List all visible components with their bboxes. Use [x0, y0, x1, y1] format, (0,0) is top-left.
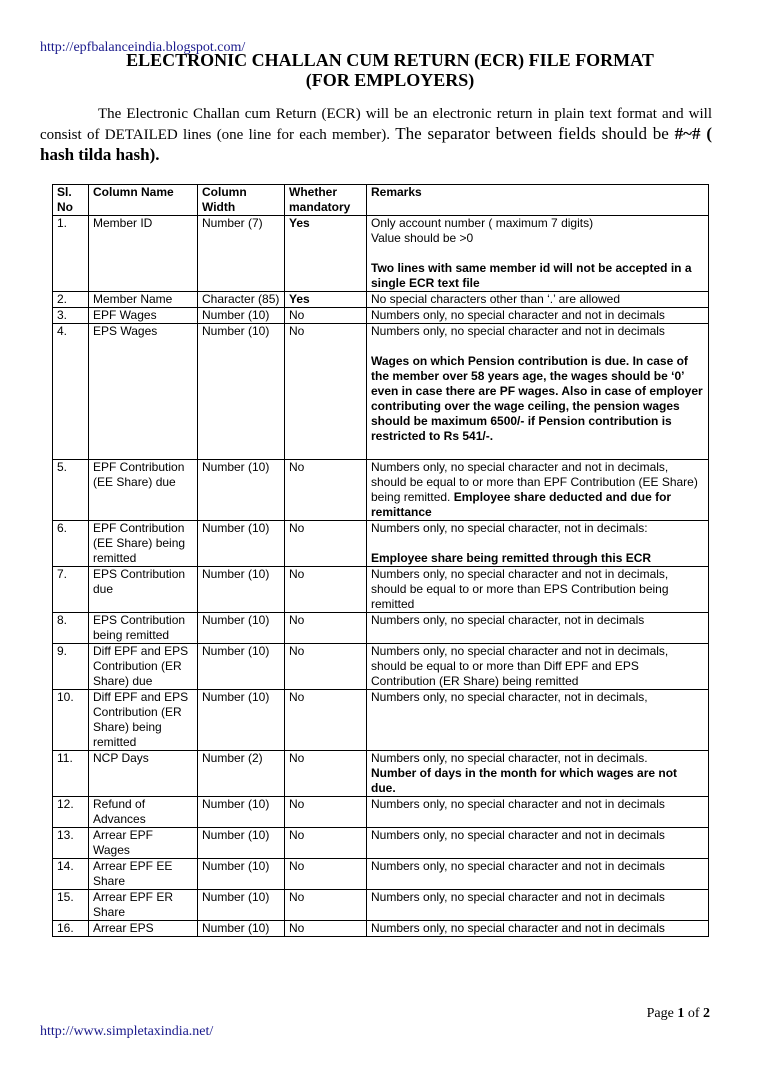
cell-mandatory: No [285, 690, 367, 751]
remark-text: Wages on which Pension contribution is due. In case of the member over 58 years age, the wages should be ‘0’ even in case there are PF wages. Also in case of employer contributing over the wage ceiling, the pension wages should be maximum 6500/- if Pension contribution is restricted to Rs 541/-. [371, 354, 703, 443]
remark-text: Numbers only, no special character and not in decimals [371, 324, 665, 338]
cell-column-name: Refund of Advances [89, 797, 198, 828]
cell-sl-no: 16. [53, 921, 89, 937]
cell-sl-no: 13. [53, 828, 89, 859]
remark-line [371, 216, 704, 231]
cell-column-name: Diff EPF and EPS Contribution (ER Share) due [89, 644, 198, 690]
remark-line [371, 354, 704, 444]
header-column-name: Column Name [89, 185, 198, 216]
remark-text: Numbers only, no special character and not in decimals, should be equal to or more than EPS Contribution being remitted [371, 567, 669, 611]
cell-remarks [367, 644, 709, 690]
remark-line [371, 751, 704, 766]
cell-mandatory: No [285, 460, 367, 521]
cell-remarks [367, 292, 709, 308]
remark-text: Numbers only, no special character, not in decimals, [371, 690, 648, 704]
cell-sl-no: 3. [53, 308, 89, 324]
cell-column-width: Number (10) [198, 460, 285, 521]
remark-line [371, 690, 704, 705]
cell-column-width: Number (10) [198, 859, 285, 890]
cell-column-width: Number (10) [198, 521, 285, 567]
remark-text: Employee share being remitted through this ECR [371, 551, 652, 565]
remark-line [371, 567, 704, 612]
cell-column-width: Number (10) [198, 324, 285, 460]
cell-mandatory: No [285, 859, 367, 890]
cell-remarks [367, 613, 709, 644]
cell-column-width: Number (10) [198, 921, 285, 937]
cell-mandatory: No [285, 521, 367, 567]
remark-text: No special characters other than ‘.’ are allowed [371, 292, 621, 306]
table-body [53, 216, 709, 937]
header-sl-no: Sl. No [53, 185, 89, 216]
page-title [40, 50, 740, 90]
remark-line [371, 797, 704, 812]
remark-text: Numbers only, no special character and not in decimals [371, 828, 665, 842]
remark-line [371, 644, 704, 689]
header-remarks: Remarks [367, 185, 709, 216]
cell-column-width: Number (10) [198, 308, 285, 324]
remark-line [371, 246, 704, 261]
cell-remarks [367, 460, 709, 521]
remark-line [371, 828, 704, 843]
header-url-link[interactable]: http://epfbalanceindia.blogspot.com/ [40, 40, 246, 55]
remark-line [371, 536, 704, 551]
cell-mandatory: Yes [285, 292, 367, 308]
table-row [53, 460, 709, 521]
cell-column-width: Number (10) [198, 690, 285, 751]
remark-text: Numbers only, no special character and not in decimals, should be equal to or more than Diff EPF and EPS Contribution (ER Share) being remitted [371, 644, 669, 688]
cell-column-name: EPF Contribution (EE Share) due [89, 460, 198, 521]
cell-mandatory: No [285, 644, 367, 690]
cell-mandatory: Yes [285, 216, 367, 292]
remark-line [371, 890, 704, 905]
cell-sl-no: 8. [53, 613, 89, 644]
table-row [53, 751, 709, 797]
cell-mandatory: No [285, 567, 367, 613]
remark-line [371, 551, 704, 566]
remark-text: Value should be >0 [371, 231, 474, 245]
page-of: of [684, 1006, 703, 1021]
table-row [53, 292, 709, 308]
cell-mandatory: No [285, 828, 367, 859]
cell-mandatory: No [285, 797, 367, 828]
remark-bold-text: Employee share deducted and due for remittance [371, 490, 672, 519]
cell-column-width: Number (10) [198, 890, 285, 921]
cell-column-name: EPF Contribution (EE Share) being remitted [89, 521, 198, 567]
ecr-format-table [52, 184, 709, 937]
cell-sl-no: 4. [53, 324, 89, 460]
footer-url-link[interactable]: http://www.simpletaxindia.net/ [40, 1024, 214, 1039]
cell-remarks [367, 690, 709, 751]
table-row [53, 644, 709, 690]
remark-text: Numbers only, no special character and not in decimals [371, 797, 665, 811]
cell-remarks [367, 308, 709, 324]
cell-sl-no: 5. [53, 460, 89, 521]
remark-text: Numbers only, no special character and not in decimals [371, 859, 665, 873]
remark-line [371, 859, 704, 874]
cell-sl-no: 2. [53, 292, 89, 308]
remark-text: Numbers only, no special character and not in decimals [371, 921, 665, 935]
cell-remarks [367, 828, 709, 859]
table-header-row [53, 185, 709, 216]
cell-remarks [367, 890, 709, 921]
remark-line [371, 324, 704, 339]
cell-sl-no: 7. [53, 567, 89, 613]
remark-line [371, 766, 704, 796]
remark-text: Numbers only, no special character and not in decimals, should be equal to or more than EPF Contribution (EE Share) being remitted. [371, 460, 698, 504]
cell-remarks [367, 921, 709, 937]
cell-column-name: EPS Contribution due [89, 567, 198, 613]
header-column-width: Column Width [198, 185, 285, 216]
table-header [53, 185, 709, 216]
header-mandatory: Whether mandatory [285, 185, 367, 216]
intro-separator-text: #~# ( hash tilda hash). [40, 124, 712, 164]
cell-column-name: Member Name [89, 292, 198, 308]
cell-remarks [367, 216, 709, 292]
cell-sl-no: 10. [53, 690, 89, 751]
cell-mandatory: No [285, 921, 367, 937]
page-total: 2 [703, 1006, 710, 1021]
table-row [53, 890, 709, 921]
cell-remarks [367, 521, 709, 567]
cell-sl-no: 11. [53, 751, 89, 797]
table-row [53, 828, 709, 859]
cell-remarks [367, 751, 709, 797]
remark-line [371, 339, 704, 354]
cell-column-width: Number (2) [198, 751, 285, 797]
remark-line [371, 613, 704, 628]
intro-text-1: The Electronic Challan cum Return (ECR) will be an electronic return in plain text format and will consist of DETAILED lines (one line for each member). [40, 106, 712, 143]
table-row [53, 324, 709, 460]
table-row [53, 216, 709, 292]
cell-column-name: Arrear EPF ER Share [89, 890, 198, 921]
remark-line [371, 444, 704, 459]
remark-text: Numbers only, no special character and not in decimals [371, 308, 665, 322]
remark-text: Numbers only, no special character, not in decimals. [371, 751, 648, 765]
cell-column-name: EPS Wages [89, 324, 198, 460]
remark-line [371, 231, 704, 246]
cell-sl-no: 1. [53, 216, 89, 292]
cell-column-width: Number (7) [198, 216, 285, 292]
table-row [53, 613, 709, 644]
remark-line [371, 460, 704, 520]
remark-text: Two lines with same member id will not be accepted in a single ECR text file [371, 261, 692, 290]
remark-text: Numbers only, no special character, not in decimals [371, 613, 645, 627]
cell-mandatory: No [285, 890, 367, 921]
cell-column-name: Arrear EPS [89, 921, 198, 937]
table-row [53, 521, 709, 567]
remark-line [371, 921, 704, 936]
cell-remarks [367, 797, 709, 828]
cell-sl-no: 12. [53, 797, 89, 828]
page-number [647, 1006, 710, 1022]
cell-sl-no: 14. [53, 859, 89, 890]
table-row [53, 921, 709, 937]
cell-column-width: Character (85) [198, 292, 285, 308]
cell-remarks [367, 859, 709, 890]
cell-column-name: Member ID [89, 216, 198, 292]
cell-column-width: Number (10) [198, 613, 285, 644]
cell-column-name: NCP Days [89, 751, 198, 797]
page-word: Page [646, 1006, 678, 1021]
table-row [53, 859, 709, 890]
remark-line [371, 292, 704, 307]
table-row [53, 308, 709, 324]
remark-line [371, 261, 704, 291]
cell-column-width: Number (10) [198, 828, 285, 859]
intro-paragraph [40, 104, 712, 166]
page-current: 1 [677, 1006, 685, 1021]
cell-remarks [367, 324, 709, 460]
table-row [53, 690, 709, 751]
cell-sl-no: 15. [53, 890, 89, 921]
title-line-1: ELECTRONIC CHALLAN CUM RETURN (ECR) FILE FORMAT [126, 50, 654, 70]
remark-text: Numbers only, no special character, not in decimals: [371, 521, 648, 535]
cell-sl-no: 9. [53, 644, 89, 690]
remark-text: Only account number ( maximum 7 digits) [371, 216, 594, 230]
remark-text: Number of days in the month for which wages are not due. [371, 766, 678, 795]
cell-column-name: Arrear EPF Wages [89, 828, 198, 859]
cell-mandatory: No [285, 751, 367, 797]
cell-column-name: Diff EPF and EPS Contribution (ER Share) being remitted [89, 690, 198, 751]
cell-mandatory: No [285, 613, 367, 644]
cell-column-name: Arrear EPF EE Share [89, 859, 198, 890]
remark-line [371, 521, 704, 536]
intro-text-2: The separator between fields should be [395, 124, 675, 143]
cell-mandatory: No [285, 308, 367, 324]
cell-remarks [367, 567, 709, 613]
cell-mandatory: No [285, 324, 367, 460]
title-line-2: (FOR EMPLOYERS) [305, 70, 475, 90]
cell-column-width: Number (10) [198, 797, 285, 828]
cell-column-name: EPF Wages [89, 308, 198, 324]
cell-column-width: Number (10) [198, 567, 285, 613]
cell-sl-no: 6. [53, 521, 89, 567]
table-row [53, 567, 709, 613]
remark-text: Numbers only, no special character and not in decimals [371, 890, 665, 904]
cell-column-width: Number (10) [198, 644, 285, 690]
remark-line [371, 308, 704, 323]
table-row [53, 797, 709, 828]
cell-column-name: EPS Contribution being remitted [89, 613, 198, 644]
